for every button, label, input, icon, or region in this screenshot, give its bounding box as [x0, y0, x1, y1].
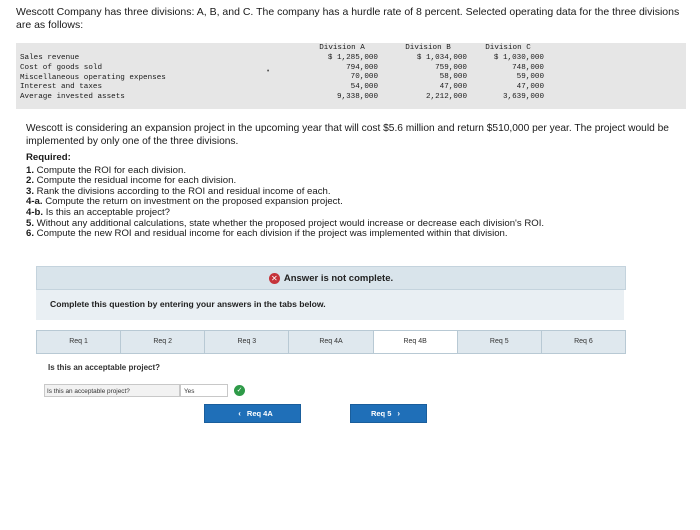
table-cell: 59,000	[516, 73, 544, 82]
table-cell: 47,000	[439, 83, 467, 92]
requirement-number: 4-a.	[26, 196, 43, 208]
table-cell: 3,639,000	[502, 92, 544, 101]
requirement-text: Without any additional calculations, state whether the proposed project would increase or decrease each division's ROI.	[34, 217, 545, 229]
table-cell: 58,000	[439, 73, 467, 82]
row-label: Sales revenue	[20, 54, 80, 62]
row-label: Miscellaneous operating expenses	[20, 73, 166, 82]
table-cell: 54,000	[350, 83, 378, 92]
row-label: Interest and taxes	[20, 83, 103, 92]
table-cell: $ 1,034,000	[416, 53, 467, 62]
requirement-number: 4-b.	[26, 206, 44, 218]
tick-mark: •	[266, 68, 271, 76]
tab-req-3[interactable]: Req 3	[205, 331, 289, 353]
question-text: Is this an acceptable project?	[48, 363, 161, 372]
chevron-left-icon: ‹	[238, 409, 241, 418]
table-cell: 9,338,000	[336, 92, 378, 101]
tab-req-2[interactable]: Req 2	[121, 331, 205, 353]
tab-req-4b[interactable]: Req 4B	[374, 331, 458, 353]
requirements-block	[26, 153, 676, 240]
instruction-panel	[36, 290, 624, 320]
tab-req-1[interactable]: Req 1	[37, 331, 121, 353]
requirement-number: 5.	[26, 217, 35, 229]
prev-req-button[interactable]	[204, 404, 301, 423]
tab-req-4a[interactable]: Req 4A	[289, 331, 373, 353]
table-cell: $ 1,030,000	[493, 53, 544, 62]
status-banner-text: Answer is not complete.	[283, 272, 394, 284]
requirement-item	[26, 229, 676, 240]
table-cell: 759,000	[435, 63, 467, 72]
table-cell: 748,000	[512, 63, 544, 72]
division-a-column	[306, 44, 378, 103]
requirement-number: 3.	[26, 185, 35, 197]
table-cell: 2,212,000	[425, 92, 467, 101]
requirement-text: Compute the residual income for each division.	[34, 175, 237, 187]
required-title: Required:	[26, 152, 71, 163]
answer-select[interactable]: Yes	[180, 384, 228, 397]
column-header: Division B	[405, 44, 451, 52]
tab-req-6[interactable]: Req 6	[574, 338, 593, 345]
answer-label: Is this an acceptable project?	[44, 384, 180, 397]
row-label: Cost of goods sold	[20, 63, 103, 72]
operating-data-table	[16, 43, 686, 109]
requirement-text: Compute the new ROI and residual income for each division if the project was implemented within that division.	[34, 228, 508, 240]
requirement-text: Compute the return on investment on the proposed expansion project.	[42, 196, 343, 208]
check-icon: ✓	[234, 385, 245, 396]
table-cell: 70,000	[350, 73, 378, 82]
error-x-icon: ✕	[269, 273, 280, 284]
tab-req-5[interactable]: Req 5	[458, 331, 542, 353]
table-cell: 794,000	[346, 63, 378, 72]
table-cell: 47,000	[516, 83, 544, 92]
table-cell: $ 1,285,000	[327, 53, 378, 62]
chevron-right-icon: ›	[397, 409, 401, 418]
row-labels	[20, 54, 166, 103]
next-req-label: Req 5	[370, 409, 392, 418]
status-banner	[36, 266, 626, 290]
prev-req-label: Req 4A	[246, 409, 273, 418]
project-paragraph: Wescott is considering an expansion project in the upcoming year that will cost $5.6 million and return $510,000 per year. The project would be implemented by only one of the three divisions.	[26, 123, 669, 147]
requirement-text: Is this an acceptable project?	[43, 206, 170, 218]
division-b-column	[389, 44, 467, 103]
row-label: Average invested assets	[20, 93, 125, 102]
next-req-button[interactable]	[350, 404, 427, 423]
requirement-number: 1.	[26, 164, 35, 176]
column-header: Division A	[319, 44, 365, 52]
requirement-text: Compute the ROI for each division.	[34, 164, 186, 176]
instruction-text: Complete this question by entering your answers in the tabs below.	[50, 299, 326, 309]
intro-text: Wescott Company has three divisions: A, B, and C. The company has a hurdle rate of 8 percent. Selected operating data for the three divisions are as follows:	[16, 6, 680, 31]
answer-row	[44, 384, 245, 397]
column-header: Division C	[485, 44, 531, 52]
requirement-text: Rank the divisions according to the ROI and residual income of each.	[34, 185, 331, 197]
requirement-tabs	[36, 330, 626, 354]
division-c-column	[472, 44, 544, 103]
requirement-number: 6.	[26, 228, 35, 240]
requirement-number: 2.	[26, 175, 35, 187]
